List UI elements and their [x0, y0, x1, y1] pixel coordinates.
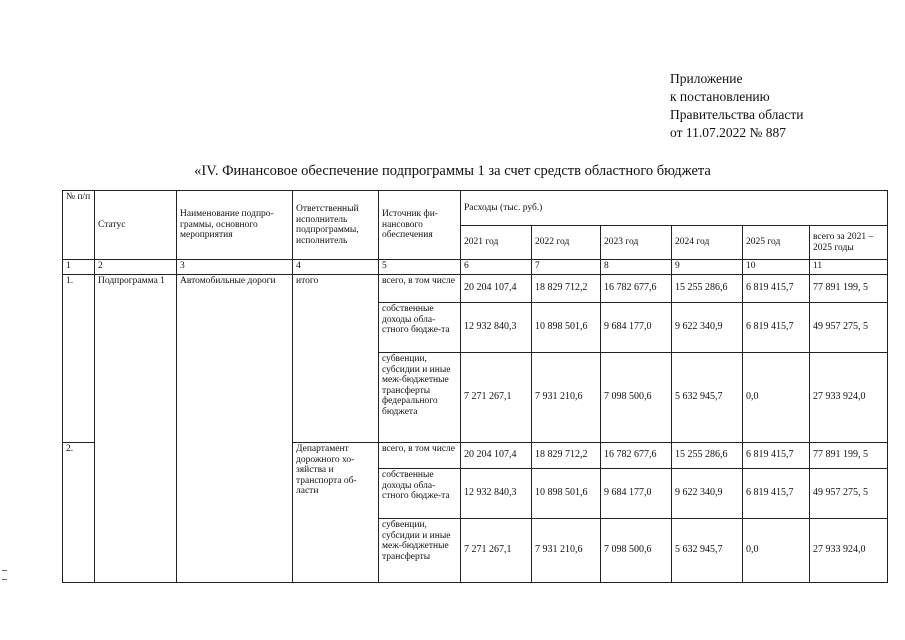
value-cell: 9 622 340,9	[672, 303, 743, 353]
value-cell: 7 931 210,6	[532, 519, 601, 583]
value-cell: 27 933 924,0	[810, 519, 888, 583]
executor-cell: Департамент дорожного хо-зяйства и транспорта об-ласти	[293, 443, 379, 583]
approval-line: к постановлению	[670, 89, 770, 104]
value-cell: 7 098 500,6	[601, 519, 672, 583]
column-number: 7	[532, 260, 601, 275]
name-cell: Автомобильные дороги	[177, 275, 293, 583]
header-executor: Ответственный исполнитель подпрограммы, исполнитель	[293, 191, 379, 260]
value-cell: 18 829 712,2	[532, 275, 601, 303]
value-cell: 0,0	[743, 519, 810, 583]
value-cell: 10 898 501,6	[532, 303, 601, 353]
approval-line: Приложение	[670, 71, 743, 86]
header-status: Статус	[95, 191, 177, 260]
row-num: 1.	[63, 275, 95, 443]
column-number: 6	[461, 260, 532, 275]
column-number: 1	[63, 260, 95, 275]
header-year: 2024 год	[672, 226, 743, 260]
value-cell: 27 933 924,0	[810, 353, 888, 443]
column-number: 2	[95, 260, 177, 275]
value-cell: 7 271 267,1	[461, 353, 532, 443]
value-cell: 6 819 415,7	[743, 469, 810, 519]
header-source: Источник фи-нансового обеспечения	[379, 191, 461, 260]
value-cell: 49 957 275, 5	[810, 469, 888, 519]
value-cell: 9 684 177,0	[601, 303, 672, 353]
row-num: 2.	[63, 443, 95, 583]
header-year: 2023 год	[601, 226, 672, 260]
column-number-row	[63, 260, 888, 275]
executor-cell: итого	[293, 275, 379, 443]
column-number: 8	[601, 260, 672, 275]
column-number: 4	[293, 260, 379, 275]
header-year: 2021 год	[461, 226, 532, 260]
value-cell: 0,0	[743, 353, 810, 443]
value-cell: 20 204 107,4	[461, 443, 532, 469]
value-cell: 20 204 107,4	[461, 275, 532, 303]
section-title: «IV. Финансовое обеспечение подпрограммы 1 за счет средств областного бюджета	[194, 163, 711, 179]
approval-line: от 11.07.2022 № 887	[670, 125, 786, 140]
value-cell: 6 819 415,7	[743, 443, 810, 469]
value-cell: 6 819 415,7	[743, 303, 810, 353]
source-cell: субвенции, субсидии и иные меж-бюджетные трансферты	[379, 519, 461, 583]
value-cell: 15 255 286,6	[672, 275, 743, 303]
value-cell: 7 098 500,6	[601, 353, 672, 443]
value-cell: 9 622 340,9	[672, 469, 743, 519]
header-name: Наименование подпро-граммы, основного мероприятия	[177, 191, 293, 260]
value-cell: 7 271 267,1	[461, 519, 532, 583]
value-cell: 9 684 177,0	[601, 469, 672, 519]
value-cell: 77 891 199, 5	[810, 275, 888, 303]
column-number: 3	[177, 260, 293, 275]
value-cell: 5 632 945,7	[672, 353, 743, 443]
header-year: 2025 год	[743, 226, 810, 260]
column-number: 5	[379, 260, 461, 275]
column-number: 11	[810, 260, 888, 275]
value-cell: 10 898 501,6	[532, 469, 601, 519]
source-cell: собственные доходы обла-стного бюдже-та	[379, 303, 461, 353]
approval-stamp	[670, 70, 803, 142]
status-cell: Подпрограмма 1	[95, 275, 177, 583]
value-cell: 5 632 945,7	[672, 519, 743, 583]
value-cell: 18 829 712,2	[532, 443, 601, 469]
column-number: 9	[672, 260, 743, 275]
column-number: 10	[743, 260, 810, 275]
source-cell: собственные доходы обла-стного бюдже-та	[379, 469, 461, 519]
scan-margin-mark	[2, 570, 7, 580]
value-cell: 15 255 286,6	[672, 443, 743, 469]
source-cell: всего, в том числе	[379, 275, 461, 303]
table-row	[63, 275, 888, 303]
value-cell: 12 932 840,3	[461, 469, 532, 519]
value-cell: 7 931 210,6	[532, 353, 601, 443]
approval-line: Правительства области	[670, 107, 804, 122]
financing-table	[62, 190, 888, 583]
header-num: № п/п	[63, 191, 95, 260]
source-cell: субвенции, субсидии и иные меж-бюджетные трансферты федерального бюджета	[379, 353, 461, 443]
value-cell: 49 957 275, 5	[810, 303, 888, 353]
source-cell: всего, в том числе	[379, 443, 461, 469]
value-cell: 12 932 840,3	[461, 303, 532, 353]
value-cell: 6 819 415,7	[743, 275, 810, 303]
header-row	[63, 191, 888, 226]
header-expenses: Расходы (тыс. руб.)	[461, 191, 888, 226]
value-cell: 77 891 199, 5	[810, 443, 888, 469]
value-cell: 16 782 677,6	[601, 275, 672, 303]
header-year-total: всего за 2021 – 2025 годы	[810, 226, 888, 260]
header-year: 2022 год	[532, 226, 601, 260]
value-cell: 16 782 677,6	[601, 443, 672, 469]
